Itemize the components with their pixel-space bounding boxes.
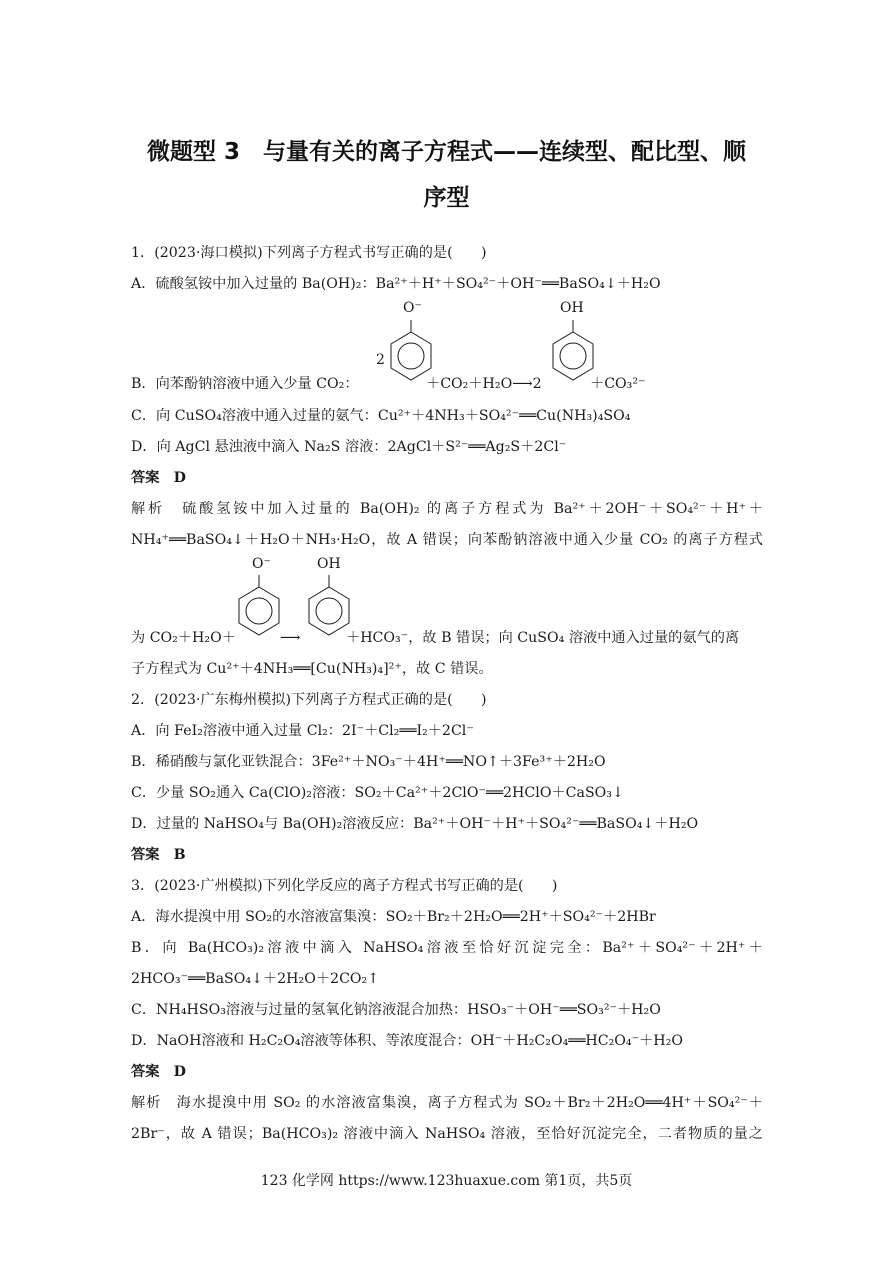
q3-option-c: C．NH₄HSO₃溶液与过量的氢氧化钠溶液混合加热：HSO₃⁻＋OH⁻══SO₃²⁻＋H₂O [131,1002,661,1018]
q1-option-c: C．向 CuSO₄溶液中通入过量的氨气：Cu²⁺＋4NH₃＋SO₄²⁻══Cu(NH₃)₄SO₄ [131,408,631,424]
q1-answer: 答案 D [131,470,186,486]
phenol-label: OH [560,300,584,316]
q1-option-b-coefficient: 2 [376,352,385,368]
q1-analysis-line4: 子方程式为 Cu²⁺＋4NH₃══[Cu(NH₃)₄]²⁺，故 C 错误。 [131,661,493,677]
q2-option-c: C．少量 SO₂通入 Ca(ClO)₂溶液：SO₂＋Ca²⁺＋2ClO⁻══2HClO＋CaSO₃↓ [131,785,624,801]
page-title-line2: 序型 [423,185,470,211]
phenoxide-benzene-ring-2 [236,575,282,645]
q1-stem: 1．(2023·海口模拟)下列离子方程式书写正确的是( ) [131,245,487,261]
q1-analysis-line3-prefix: 为 CO₂＋H₂O＋ [131,630,236,646]
q3-stem: 3．(2023·广州模拟)下列化学反应的离子方程式书写正确的是( ) [131,878,558,894]
q1-option-b-suffix: ＋CO₃²⁻ [590,376,646,392]
page-title-line1: 微题型 3 与量有关的离子方程式——连续型、配比型、顺 [146,139,746,165]
q3-option-b-line2: 2HCO₃⁻══BaSO₄↓＋2H₂O＋2CO₂↑ [131,971,380,987]
q1-analysis-line3-arrow: ⟶ [280,630,301,646]
q1-analysis-line2: NH₄⁺══BaSO₄↓＋H₂O＋NH₃·H₂O，故 A 错误；向苯酚钠溶液中通入少量 CO₂ 的离子方程式 [131,532,763,548]
phenoxide-label-2: O⁻ [252,556,271,572]
q1-analysis-line1: 解析 硫酸氢铵中加入过量的 Ba(OH)₂ 的离子方程式为 Ba²⁺＋2OH⁻＋SO₄²⁻＋H⁺＋ [131,501,763,517]
q3-answer: 答案 D [131,1064,186,1080]
q1-option-b-prefix: B．向苯酚钠溶液中通入少量 CO₂： [131,376,359,392]
q2-answer: 答案 B [131,847,186,863]
q1-option-a: A．硫酸氢铵中加入过量的 Ba(OH)₂：Ba²⁺＋H⁺＋SO₄²⁻＋OH⁻══BaSO₄↓＋H₂O [131,276,661,292]
q2-stem: 2．(2023·广东梅州模拟)下列离子方程式正确的是( ) [131,692,487,708]
q2-option-b: B．稀硝酸与氯化亚铁混合：3Fe²⁺＋NO₃⁻＋4H⁺══NO↑＋3Fe³⁺＋2H₂O [131,754,606,770]
phenoxide-label: O⁻ [403,300,422,316]
q3-option-b-line1: B．向 Ba(HCO₃)₂溶液中滴入 NaHSO₄溶液至恰好沉淀完全：Ba²⁺＋SO₄²⁻＋2H⁺＋ [131,940,763,956]
q1-option-b-middle: ＋CO₂＋H₂O⟶2 [426,376,542,392]
q3-analysis-line2: 2Br⁻，故 A 错误；Ba(HCO₃)₂ 溶液中滴入 NaHSO₄ 溶液，至恰好沉淀完全，二者物质的量之 [131,1126,763,1142]
phenol-label-2: OH [317,556,341,572]
q2-option-a: A．向 FeI₂溶液中通入过量 Cl₂：2I⁻＋Cl₂══I₂＋2Cl⁻ [131,723,474,739]
q3-option-d: D．NaOH溶液和 H₂C₂O₄溶液等体积、等浓度混合：OH⁻＋H₂C₂O₄══HC₂O₄⁻＋H₂O [131,1033,683,1049]
page-footer: 123 化学网 https://www.123huaxue.com 第1页，共5页 [260,1173,633,1189]
q1-option-d: D．向 AgCl 悬浊液中滴入 Na₂S 溶液：2AgCl＋S²⁻══Ag₂S＋2Cl⁻ [131,439,567,455]
q2-option-d: D．过量的 NaHSO₄与 Ba(OH)₂溶液反应：Ba²⁺＋OH⁻＋H⁺＋SO₄²⁻══BaSO₄↓＋H₂O [131,816,699,832]
q3-analysis-line1: 解析 海水提溴中用 SO₂ 的水溶液富集溴，离子方程式为 SO₂＋Br₂＋2H₂O══4H⁺＋SO₄²⁻＋ [131,1095,763,1111]
q1-analysis-line3-suffix: ＋HCO₃⁻，故 B 错误；向 CuSO₄ 溶液中通入过量的氨气的离 [346,630,740,646]
q3-option-a: A．海水提溴中用 SO₂的水溶液富集溴：SO₂＋Br₂＋2H₂O══2H⁺＋SO₄²⁻＋2HBr [131,909,656,925]
